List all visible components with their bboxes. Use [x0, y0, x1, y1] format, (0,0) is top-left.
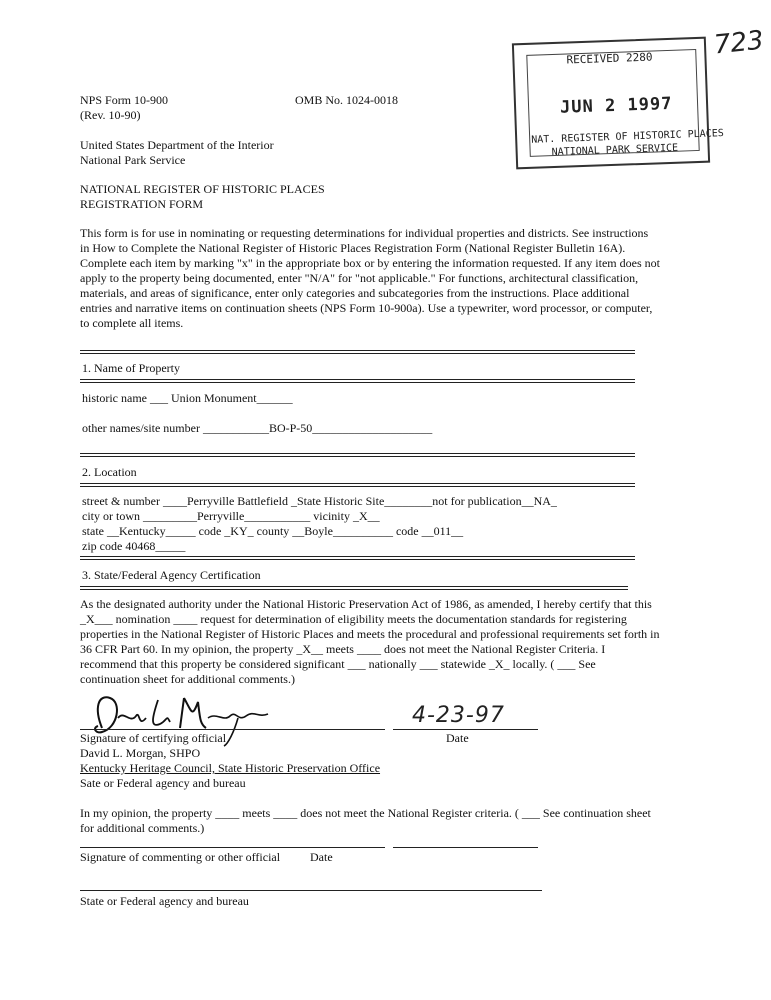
commenting-date-label: Date — [310, 850, 333, 864]
intro-line-3: Complete each item by marking "x" in the appropriate box or by entering the information requested. If any item does not — [80, 256, 660, 270]
opinion-line-1: In my opinion, the property ____ meets ____ does not meet the National Register criteria. ( ___ See continuation sheet — [80, 806, 651, 820]
intro-line-5: materials, and areas of significance, enter only categories and subcategories from the instructions. Place additional — [80, 286, 630, 300]
section3-heading: 3. State/Federal Agency Certification — [82, 568, 261, 582]
intro-line-1: This form is for use in nominating or requesting determinations for individual properties and districts. See instructions — [80, 226, 649, 240]
signature-label: Signature of certifying official — [80, 731, 227, 745]
stamp-service: NATIONAL PARK SERVICE — [551, 142, 679, 159]
certification-line-6: continuation sheet for additional comments.) — [80, 672, 295, 686]
section-divider — [80, 453, 635, 457]
official-name: David L. Morgan, SHPO — [80, 746, 201, 760]
office-name: Kentucky Heritage Council, State Historic Preservation Office — [80, 761, 381, 775]
intro-line-2: in How to Complete the National Register of Historic Places Registration Form (National Register Bulletin 16A). — [80, 241, 626, 255]
date-label: Date — [446, 731, 469, 745]
section-divider — [80, 483, 635, 487]
certification-line-4: 36 CFR Part 60. In my opinion, the property _X__ meets ____ does not meet the National Register Criteria. I — [80, 642, 606, 656]
commenting-signature-label: Signature of commenting or other official — [80, 850, 281, 864]
stamp-received: RECEIVED 2280 — [566, 50, 653, 67]
city-field: city or town _________Perryville___________ vicinity _X__ — [82, 509, 380, 523]
zip-field: zip code 40468_____ — [82, 539, 186, 553]
date-line — [393, 729, 538, 730]
signature-line — [80, 729, 385, 730]
received-stamp — [512, 37, 724, 170]
agency-bureau-label: Sate or Federal agency and bureau — [80, 776, 246, 790]
agency-line — [80, 890, 542, 891]
section2-heading: 2. Location — [82, 465, 137, 479]
certification-line-3: properties in the National Register of Historic Places and meets the procedural and professional requirements set forth in — [80, 627, 660, 641]
intro-line-4: apply to the property being documented, enter "N/A" for "not applicable." For functions, architectural classification, — [80, 271, 639, 285]
historic-name-field: historic name ___ Union Monument______ — [82, 391, 293, 405]
section-divider — [80, 586, 628, 590]
section1-heading: 1. Name of Property — [82, 361, 180, 375]
state-field: state __Kentucky_____ code _KY_ county __Boyle__________ code __011__ — [82, 524, 464, 538]
street-field: street & number ____Perryville Battlefield _State Historic Site________not for publication__NA_ — [82, 494, 557, 508]
agency-name: National Park Service — [80, 153, 186, 167]
section-divider — [80, 350, 635, 354]
section-divider — [80, 556, 635, 560]
certification-line-2: _X___ nomination ____ request for determination of eligibility meets the documentation standards for registering — [80, 612, 627, 626]
omb-number: OMB No. 1024-0018 — [295, 93, 399, 107]
certification-line-1: As the designated authority under the National Historic Preservation Act of 1986, as amended, I hereby certify that this — [80, 597, 652, 611]
other-names-field: other names/site number ___________BO-P-50____________________ — [82, 421, 433, 435]
stamp-date: JUN 2 1997 — [559, 93, 673, 118]
form-revision: (Rev. 10-90) — [80, 108, 141, 122]
commenting-date-line — [393, 847, 538, 848]
department-name: United States Department of the Interior — [80, 138, 274, 152]
intro-line-7: to complete all items. — [80, 316, 184, 330]
stamp-register: NAT. REGISTER OF HISTORIC PLACES — [531, 128, 724, 146]
corner-handwritten-mark: 723 — [712, 25, 766, 61]
section-divider — [80, 379, 635, 383]
agency-bureau-label-2: State or Federal agency and bureau — [80, 894, 249, 908]
opinion-line-2: for additional comments.) — [80, 821, 205, 835]
form-subtitle: REGISTRATION FORM — [80, 197, 204, 211]
form-number: NPS Form 10-900 — [80, 93, 169, 107]
certification-line-5: recommend that this property be considered significant ___ nationally ___ statewide _X_ locally. ( ___ See — [80, 657, 596, 671]
form-title: NATIONAL REGISTER OF HISTORIC PLACES — [80, 182, 325, 196]
handwritten-date: 4-23-97 — [412, 703, 505, 728]
intro-line-6: entries and narrative items on continuation sheets (NPS Form 10-900a). Use a typewriter, word processor, or computer, — [80, 301, 653, 315]
commenting-signature-line — [80, 847, 385, 848]
